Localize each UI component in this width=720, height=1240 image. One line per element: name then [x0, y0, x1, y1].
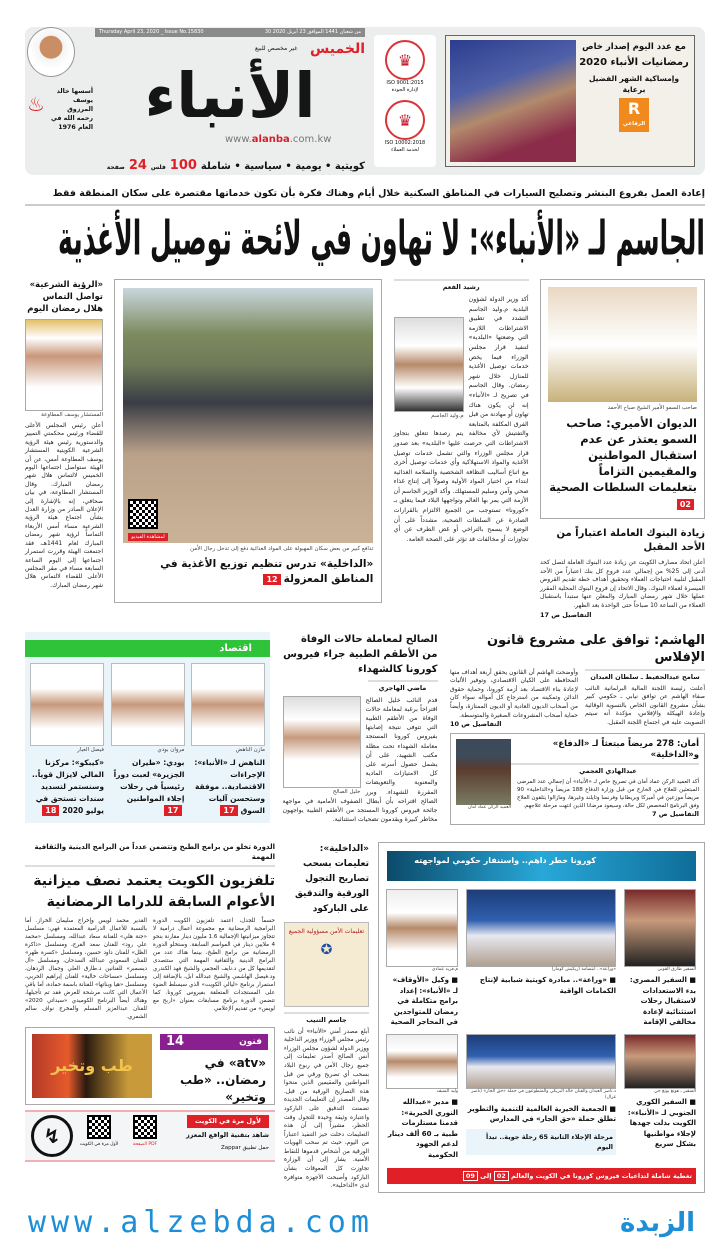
- corona-headline: السفير المصري: بدء الاستعدادات لاستقبال رحلات استثنائية لإعادة مخالفي الإقامة: [629, 976, 696, 1027]
- ad-app: حمل تطبيق Zappar: [221, 1144, 269, 1151]
- jassem-photo-wrap: [394, 317, 464, 420]
- photo-caption: السفير طارق القوني: [657, 966, 696, 972]
- hashem-body2: وأوضحت الهاشم أن القانون يحقق أربعة أهداف منها المحافظة على الكيان الاقتصادي، وتوفير الأليات لإعادة بناء الاقتصاد بعد أزمة كورونا، وحماية حقوق الدائن وتمكينه من استرجاع كل أمواله سواء كان من أصحاب الديون العادية أو الديون الممتازة، وأيضاً حماية أصحاب المشروعات الصغيرة والمتوسطة.: [450, 668, 578, 719]
- person-photo: [111, 663, 185, 746]
- hashem-col2: [450, 669, 578, 730]
- page-ref: 12: [263, 574, 280, 585]
- hashem-headline[interactable]: الهاشم: توافق على مشروع قانون الإفلاس: [487, 632, 705, 665]
- photo-caption: م.فريد عمادي: [431, 966, 458, 972]
- hashem-more[interactable]: التفاصيل ص 10: [450, 720, 502, 729]
- supplement-cover-image: [450, 40, 576, 162]
- tv-body-columns: [25, 917, 275, 1021]
- page-ref: 18: [42, 805, 59, 816]
- photo-caption: السفير ـ هونغ يونغ جي: [654, 1088, 696, 1094]
- sharia-body: أعلن رئيس المجلس الأعلى للقضاء ورئيس محكمتي التمييز والدستورية رئيس هيئة الرؤية الشرعية الكويتية المستشار يوسف المطاوعة أمس، عن أن الهيئة ستواصل اجتماعها اليوم الخميس لالتماس هلال شهر رمضان المبارك. وقال المستشار المطاوعة، في بيان صحافي، إنه بالإشارة إلى الإعلان الصادر من وزارة العدل بشأن اجتماع هيئة الرؤية الشرعية مساء أمس الأربعاء التماساً لرؤية شهر رمضان المبارك لعام 1441هـ، فقد اجتمعت الهيئة وقررت استمرار اجتماعها إلى اليوم الساعة السابعة مساء في مقر المجلس الأعلى للقضاء لالتماس هلال شهر رمضان المبارك.: [25, 422, 103, 589]
- qr-code[interactable]: [133, 1115, 157, 1139]
- corona-section: [378, 842, 705, 1194]
- aman-article[interactable]: [450, 733, 705, 825]
- saleh-caption: خليل الصالح: [332, 788, 361, 795]
- dateline-ar: 30 من شعبان 1441 الموافق 23 أبريل 2020: [264, 29, 361, 35]
- page-from: 02: [494, 1171, 509, 1181]
- footer-url[interactable]: www.alzebda.com: [28, 1204, 374, 1240]
- iso1: ISO 9001:2015: [386, 80, 424, 86]
- bullet-icon: ■: [686, 976, 696, 985]
- news-photo: [386, 1034, 458, 1089]
- economy-section: [25, 632, 270, 823]
- ad-first: لأول مرة في الكويت: [187, 1115, 269, 1128]
- barcode-body: أبلغ مصدر أمني «الأنباء» أن نائب رئيس مجلس الوزراء ووزير الداخلية ووزير الدولة لشؤون مجلس الوزراء أنس الصالح أصدر تعليمات إلى جميع رجال الأمن في ربوع البلاد بسحب أي تصريح ورقي من قبل المواطنين والمقيمين الذين منحوا هذه التصاريح الورقية من قبل. وقال المصدر إن التعليمات الجديدة تضمنت التدقيق على الباركود واعتباره وثيقة وحيدة للتجول وقت الحظر، مشيراً إلى أن هذه التعليمات دخلت حيز التنفيذ اعتباراً من اليوم، حيث تم سحب الهويات الورقية من أشخاص قدموها للنقاط الأمنية. يشار إلى أن الوزارة تجاوزت كل المعوقات بشأن الباركود وأصبحت الأجهزة متوافرة لدى «الداخلية».: [284, 1028, 369, 1190]
- corona-headline: مدير «عبدالله النوري الخيرية»: قدمنا مستلزمات طبية بـ 60 ألف دينار لدعم الجهود الحكومية: [387, 1098, 458, 1159]
- tv-headline[interactable]: تلفزيون الكويت يعتمد نصف ميزانية الأعوام السابقة للدراما الرمضانية: [33, 872, 275, 910]
- url-prefix: www.: [225, 134, 252, 145]
- iso1-label: لإدارة الجودة: [391, 87, 419, 93]
- corona-item[interactable]: [466, 889, 616, 1028]
- page-ref: 17: [220, 805, 237, 816]
- day-label: الخميس: [310, 41, 366, 57]
- person-caption: مازن الناهض: [235, 746, 265, 753]
- bullet-icon: ■: [448, 976, 458, 985]
- saleh-headline: الصالح لمعاملة حالات الوفاة من الأطقم الطبية جراء فيروس كورونا كالشهداء: [283, 633, 438, 675]
- page-ref: 14: [166, 1033, 185, 1049]
- news-photo: [624, 1034, 696, 1089]
- zappar-logo-icon: ↯: [31, 1115, 73, 1157]
- column-amiri: [540, 279, 705, 620]
- evacuation-note: مرحلة الإجلاء الثانية 65 رحلة جوية.. تبدأ اليوم: [466, 1129, 616, 1155]
- interior-headline: «الداخلية» تدرس تنظيم توزيع الأغذية في المناطق المعزولة: [160, 558, 374, 585]
- main-headline-wrap: [25, 211, 705, 273]
- photo-caption: د.ناصر العيدان والفنان خالد البريكي والمتطوعون في حملة «حق الجار» (ناصر غزال): [471, 1088, 616, 1101]
- promo-line2: وإمساكية الشهر الفضيل: [588, 74, 680, 83]
- row-bottom-stories: [25, 842, 705, 1204]
- banks-headline[interactable]: زيادة البنوك العاملة اعتباراً من الأحد المقبل: [556, 528, 705, 553]
- column-jassem: [394, 279, 529, 544]
- column-left: [25, 842, 275, 1162]
- front-page: [25, 27, 705, 1240]
- row-top-stories: [25, 279, 705, 620]
- economy-label: اقتصاد: [25, 640, 270, 657]
- dateline-en: Thursday April 23, 2020 _ Issue No.15830: [99, 29, 204, 35]
- photo-caption: تدافع كبير من بعض سكان المهبولة على المواد الغذائية دفع إلى تدخل رجال الأمن: [190, 546, 374, 552]
- byline: ماضي الهاجري: [368, 680, 438, 693]
- saleh-article: [283, 696, 438, 825]
- founder-portrait: [27, 27, 75, 77]
- jassem-article: [394, 295, 529, 544]
- page-ref: 17: [164, 805, 181, 816]
- jassem-caption: م.وليد الجاسم: [431, 413, 464, 419]
- atv-poster: طب وتخير: [32, 1034, 152, 1098]
- amiri-headline: الديوان الأميري: صاحب السمو يعتذر عن عدم استقبال المواطنين والمقيمين التزاماً بتعليمات السلطات الصحية: [549, 416, 697, 494]
- economy-item[interactable]: [191, 663, 265, 817]
- news-photo: [466, 889, 616, 967]
- coverage-text: تغطية شاملة لتداعيات فيروس كورونا في الكويت والعالم: [511, 1172, 692, 1181]
- hashem-body1: أعلنت رئيسة اللجنة المالية البرلمانية النائب صفاء الهاشم عن توافق نيابي ـ حكومي كبير بشأن مشروع القانون الخاص بالتسوية الوقائية وإعادة الهيكلة والإفلاس، مؤكدة أنه سيتم التصويت عليه في اجتماع اللجنة المقبل.: [585, 684, 705, 726]
- saleh-body: قدم النائب خليل الصالح اقتراحاً برغبة لمعاملة حالات الوفاة من الأطقم الطبية التي تتوفى نتيجة إصابتها بفيروس كورونا المستجد معاملة الشهداء تحت مظلة مكتب الشهيد، على أن يشمل حصول أسرته على كل الامتيازات المادية والمعنوية والتعويضات المقررة للشهداء. وبرر الصالح اقتراحه بأن أبطال الصفوف الأمامية في مواجهة جائحة فيروس كورونا المستجد من الأطقم الطبية يواجهون مخاطر كبيرة ويقدمون تضحيات استثنائية.: [282, 696, 438, 824]
- barcode-headline: «الداخلية»: تعليمات بسحب تصاريح التجول الورقية والتدقيق على الباركود: [294, 843, 369, 914]
- corona-item[interactable]: [466, 1034, 616, 1161]
- funoon-headline: «atv» في رمضان.. «طب وتخير»: [180, 1055, 266, 1104]
- ar-ad[interactable]: [25, 1110, 275, 1162]
- person-caption: مروان بودي: [157, 746, 185, 753]
- interior-photo-article[interactable]: [114, 279, 382, 603]
- hashem-body-columns: [450, 669, 705, 730]
- saleh-photo-wrap: [283, 696, 361, 796]
- qr-label: الصفحة PDF: [132, 1141, 158, 1147]
- bullet-icon: ■: [686, 1098, 696, 1107]
- column-barcode[interactable]: [284, 842, 369, 1191]
- tagline-text: كويتية • يومية • سياسية • شاملة: [200, 161, 365, 172]
- doc-title: تعليمات الأمن مسؤولية الجميع: [288, 927, 365, 935]
- police-emblem-icon: ✪: [320, 941, 333, 958]
- qr-code[interactable]: [87, 1115, 111, 1139]
- sharia-headline: «الرؤية الشرعية» تواصل التماس هلال رمضان اليوم: [27, 280, 103, 314]
- price-unit: فلس: [150, 164, 166, 171]
- qr-label: لأول مرة في الكويت: [79, 1141, 119, 1147]
- price: 100: [169, 158, 197, 173]
- promo-line1: مع عدد اليوم إصدار خاص: [582, 42, 686, 52]
- tv-body2: القدير محمد لويس وإخراج سليمان الخراز. أما بالنسبة للأعمال الدرامية المعتمدة فهي: مسلسل «جنة هلي» للفنانة سعاد عبدالله، ومسلسل «محمد علي رود» للفنان سعد الفرج، ومسلسل «ذاكرة الظل» للفنان داود حسين، ومسلسل «كسرة ظهر» للفنان السعودي عبدالله السدحان، ومسلسل «أل ديسمبر» للفنانين د.طارق العلي وجمال الردهان، ومسلسل «مساحات خالية» للفنان إبراهيم الحربي، ومسلسل «هيا وبناتها» للفنانة باسمة حمادة، أما باقي الأعمال التي كانت مرشحة للعرض فقد تم تأجيلها، وهناك أيضاً البرنامج الكوميدي «سيداتي 2020» للفنان عبدالعزيز المسلم والمخرج نواف سالم الشمري.: [25, 917, 147, 1020]
- coverage-banner[interactable]: [387, 1168, 696, 1184]
- economy-headline: «كيبكو»: مركزنا المالي لايزال قوياً.. وسنستمر لتسديد سندات تستحق في يوليو 2020: [32, 757, 104, 815]
- aman-body: أكد العميد الركن عماد أمان في تصريح خاص لـ «الأنباء» أن إجمالي عدد المرضى المبتعثين للعلاج في الخارج من قبل وزارة الدفاع 188 مريضاً و«الداخلية» 90 مريضاً موزعين في أميركا وبريطانيا وفرنسا وتايلند وغيرها، ومازالوا يتلقون العلاج وفق البرنامج المخصص لكل حالة، وسيعود مرضانا الذين انتهت مرحلة علاجهم.: [517, 779, 699, 809]
- page-ref: 02: [677, 499, 694, 510]
- url-suffix: .com.kw: [289, 134, 332, 145]
- news-photo: [386, 889, 458, 967]
- newspaper-logo: الأنباء: [144, 59, 316, 132]
- aman-headline: أمان: 278 مريضاً مبتعثاً لـ «الدفاع» و«الداخلية»: [552, 739, 699, 761]
- promo-text: [579, 41, 689, 132]
- bullet-icon: ■: [606, 976, 616, 985]
- economy-items: [25, 657, 270, 817]
- corona-item[interactable]: [386, 889, 458, 1028]
- bullet-icon: ■: [606, 1104, 616, 1113]
- jassem-photo: [394, 317, 464, 412]
- corona-items: [379, 881, 704, 1169]
- aman-photo: [456, 739, 511, 805]
- dateline: [95, 28, 365, 37]
- byline: رشيد الفعم: [394, 279, 529, 292]
- funoon-article[interactable]: [25, 1027, 275, 1105]
- economy-item[interactable]: [30, 663, 104, 817]
- byline: سامح عبدالحفيظ ـ سلطان العبدان: [585, 669, 705, 682]
- iso-certificates: [374, 35, 436, 167]
- video-label[interactable]: لمشاهدة الفيديو: [128, 533, 167, 541]
- byline: جاسم التنيب: [284, 1012, 369, 1025]
- aman-more[interactable]: التفاصيل ص 7: [652, 810, 699, 819]
- economy-item[interactable]: [111, 663, 185, 817]
- page-to: 09: [463, 1171, 478, 1181]
- tagline: [95, 159, 365, 175]
- byline: عبدالهادي العجمي: [456, 763, 699, 776]
- not-for-sale: غير مخصص للبيع: [255, 45, 298, 52]
- url-brand: alanba: [251, 134, 290, 145]
- saleh-photo: [283, 696, 361, 788]
- zebda-logo: الزبدة: [620, 1207, 695, 1238]
- corona-item[interactable]: [624, 1034, 696, 1161]
- banks-more[interactable]: التفاصيل ص 17: [539, 610, 592, 619]
- sharia-caption: المستشار يوسف المطاوعة: [41, 412, 103, 418]
- crown-seal-icon: ♛: [385, 40, 425, 80]
- emir-caption: صاحب السمو الأمير الشيخ صباح الأحمد: [607, 405, 697, 411]
- emir-photo: [548, 287, 697, 402]
- to-word: إلى: [480, 1172, 492, 1181]
- qr-code[interactable]: [128, 499, 158, 529]
- page-count: 24: [128, 158, 147, 173]
- instructions-document: [284, 922, 369, 1007]
- founder-note: أسسها خالد يوسف المرزوق رحمه الله في العام 1976: [51, 88, 93, 131]
- row-middle-stories: [25, 632, 705, 834]
- corona-headline: السفير الكوري الجنوبي لـ «الأنباء»: الكويت بذلت جهدها لإجلاء مواطنيها بشكل سريع: [627, 1098, 696, 1149]
- amiri-article[interactable]: [540, 279, 705, 519]
- tv-body1: حسماً للجدل، اعتمد تلفزيون الكويت الدورة البرامجية الرمضانية مع مجموعة أعمال درامية لا تتجاوز ميزانيتها الإجمالية 1.6 مليون دينار مقارنة بنحو 4 ملايين دينار في المواسم السابقة. وستخلو الدورة الرمضانية من برامج الطبخ، بينما هناك عدد من البرامج الدينية والثقافية المهمة التي ستتصدى لتقديمها كل من د.نايف العجمي والشيخ فهد الكندري ود.فيصل الهاشمي والشيخ عبدالله ابل، بالإضافة إلى استمرار برنامج «ليالي الكويت» الذي سيسلط الضوء على المستجدات المتعلقة بفيروس كورونا. كما تتضمن الدورة برنامج مسابقات بعنوان «اربح مع لويس» من تقديم الإعلامي: [153, 917, 275, 1012]
- ramadan-supplement-promo[interactable]: [445, 35, 695, 167]
- aman-photo-wrap: [456, 739, 511, 811]
- economy-headline: بودي: «طيران الجزيرة» لعبت دوراً رئيسياً في رحلات إجلاء المواطنين: [113, 757, 185, 803]
- photo-caption: وليد السيف: [436, 1088, 458, 1094]
- corona-banner: كورونا خطر داهم.. واستنفار حكومي لمواجهته: [387, 851, 696, 881]
- column-sharia[interactable]: [25, 279, 103, 590]
- promo-brand: رمضانيات الأنباء 2020: [579, 57, 689, 68]
- iso2: ISO 10002:2018: [384, 140, 426, 146]
- site-url[interactable]: [225, 134, 331, 146]
- person-photo: [191, 663, 265, 746]
- corona-headline: «وراعة».. مبادرة كويتية شبابية لإنتاج الكمامات الواقية: [479, 976, 616, 995]
- sharia-photo: [25, 319, 103, 411]
- main-headline[interactable]: الجاسم لـ «الأنباء»: لا تهاون في لائحة توصيل الأغذية: [58, 211, 705, 267]
- jassem-body: أكد وزير الدولة لشؤون البلدية م.وليد الجاسم التشدد في تطبيق الاشتراطات اللازمة التي وضعتها «البلدية» لتنفيذ قرار مجلس الوزراء فيما يخص خدمات توصيل الأغذية للمنازل خلال شهر رمضان. وقال الجاسم في تصريح لـ «الأنباء» إنه لن يكون هناك تهاون أو مهادنة من قبل الفرق المكلفة بالمتابعة والتفتيش لأي مخالفة يتم رصدها تتعلق بتجاوز الاشتراطات التي حرصت عليها «البلدية» بعد صدور قرار مجلس الوزراء والتي تشمل خدمات توصيل الأغذية والمواد الاستهلاكية وأي خدمات توصيل أخرى مع اتباع أساليب النظافة الشخصية والسلامة الغذائية ابتداء من اختيار المواد الأولية وصولاً إلى إنتاج غذاء صحي وآمن وسليم للمستهلك. وأكد الوزير الجاسم أن الأزمة التي يمر بها العالم وتواجهها البلاد فيما يتعلق بـ «كورونا» تستوجب من الجميع الالتزام بالقرارات الصادرة عن السلطات الصحية، مشدداً على أن الوضع لا يسمح بالتراخي أو غض الطرف عن أي تجاوزات أو مخالفات قد تؤثر على الصحة العامة.: [393, 296, 529, 543]
- person-photo: [30, 663, 104, 746]
- kicker: إعادة العمل بفروع البنشر وتصليح السيارات في المناطق السكنية خلال أيام وهناك فكرة بأن تكون خدماتها مقتصرة على سكان المنطقة فقط: [25, 188, 705, 206]
- ad-watch: شاهد بتقنية الواقع المعزز: [185, 1130, 269, 1139]
- corona-headline: الجمعية الخيرية العالمية للتنمية والتطوير تطلق حملة «حق الجار» في المدارس: [467, 1104, 616, 1124]
- crown-seal-icon: ♛: [385, 100, 425, 140]
- aman-caption: العميد الركن عماد أمان: [467, 805, 511, 811]
- flame-pen-icon: ♨: [27, 92, 45, 116]
- section-label: فنون: [239, 1036, 262, 1047]
- photo-caption: «وراعة».. ابتسامة (ريكيش كومار): [551, 966, 616, 972]
- footer: [25, 1206, 705, 1240]
- bullet-icon: ■: [448, 1098, 458, 1107]
- column-saleh[interactable]: [283, 632, 438, 825]
- banks-body: أعلن اتحاد مصارف الكويت عن زيادة عدد البنوك العاملة لتصل كحد أدنى إلى 25% من إجمالي عدد فروع كل بنك اعتباراً من الأحد المقبل لتلبية احتياجات العملاء وتحقيق أهداف خطة تقديم القروض الميسرة لعملاء البنوك. وقال الاتحاد إن فروع البنوك المحلية المقرر عملها خلال شهر رمضان المبارك والمعلن عنها ستبدأ باستقبال العملاء من الساعة 10 صباحاً حتى الواحدة بعد الظهر.: [539, 559, 705, 609]
- masthead: [25, 27, 705, 175]
- corona-item[interactable]: [624, 889, 696, 1028]
- hashem-col1: [585, 669, 705, 728]
- iso2-label: لخدمة العملاء: [391, 147, 419, 153]
- promo-line3: برعاية: [622, 85, 646, 94]
- economy-headline: الناهض لـ «الأنباء»: الإجراءات الاقتصادية.. موفقة وستحسن آليات السوق: [194, 757, 265, 815]
- tv-kicker: الدورة تخلو من برامج الطبخ وتتضمن عدداً من البرامج الدينية والثقافية المهمة: [25, 842, 275, 867]
- sponsor-name: الرفاعي: [622, 121, 646, 127]
- column-hashem: [450, 632, 705, 826]
- corona-headline: وكيل «الأوقاف» لـ «الأنباء»: إعداد برامج متكاملة في رمضان للمتواجدين في المحاجر الصحية: [390, 976, 458, 1027]
- news-photo: [466, 1034, 616, 1089]
- person-caption: فيصل العيار: [77, 746, 104, 753]
- funoon-label: [160, 1034, 268, 1050]
- corona-item[interactable]: [386, 1034, 458, 1161]
- pages-unit: صفحة: [106, 164, 125, 171]
- sponsor-logo: R الرفاعي: [619, 98, 649, 132]
- crowd-photo: [123, 288, 373, 543]
- news-photo: [624, 889, 696, 967]
